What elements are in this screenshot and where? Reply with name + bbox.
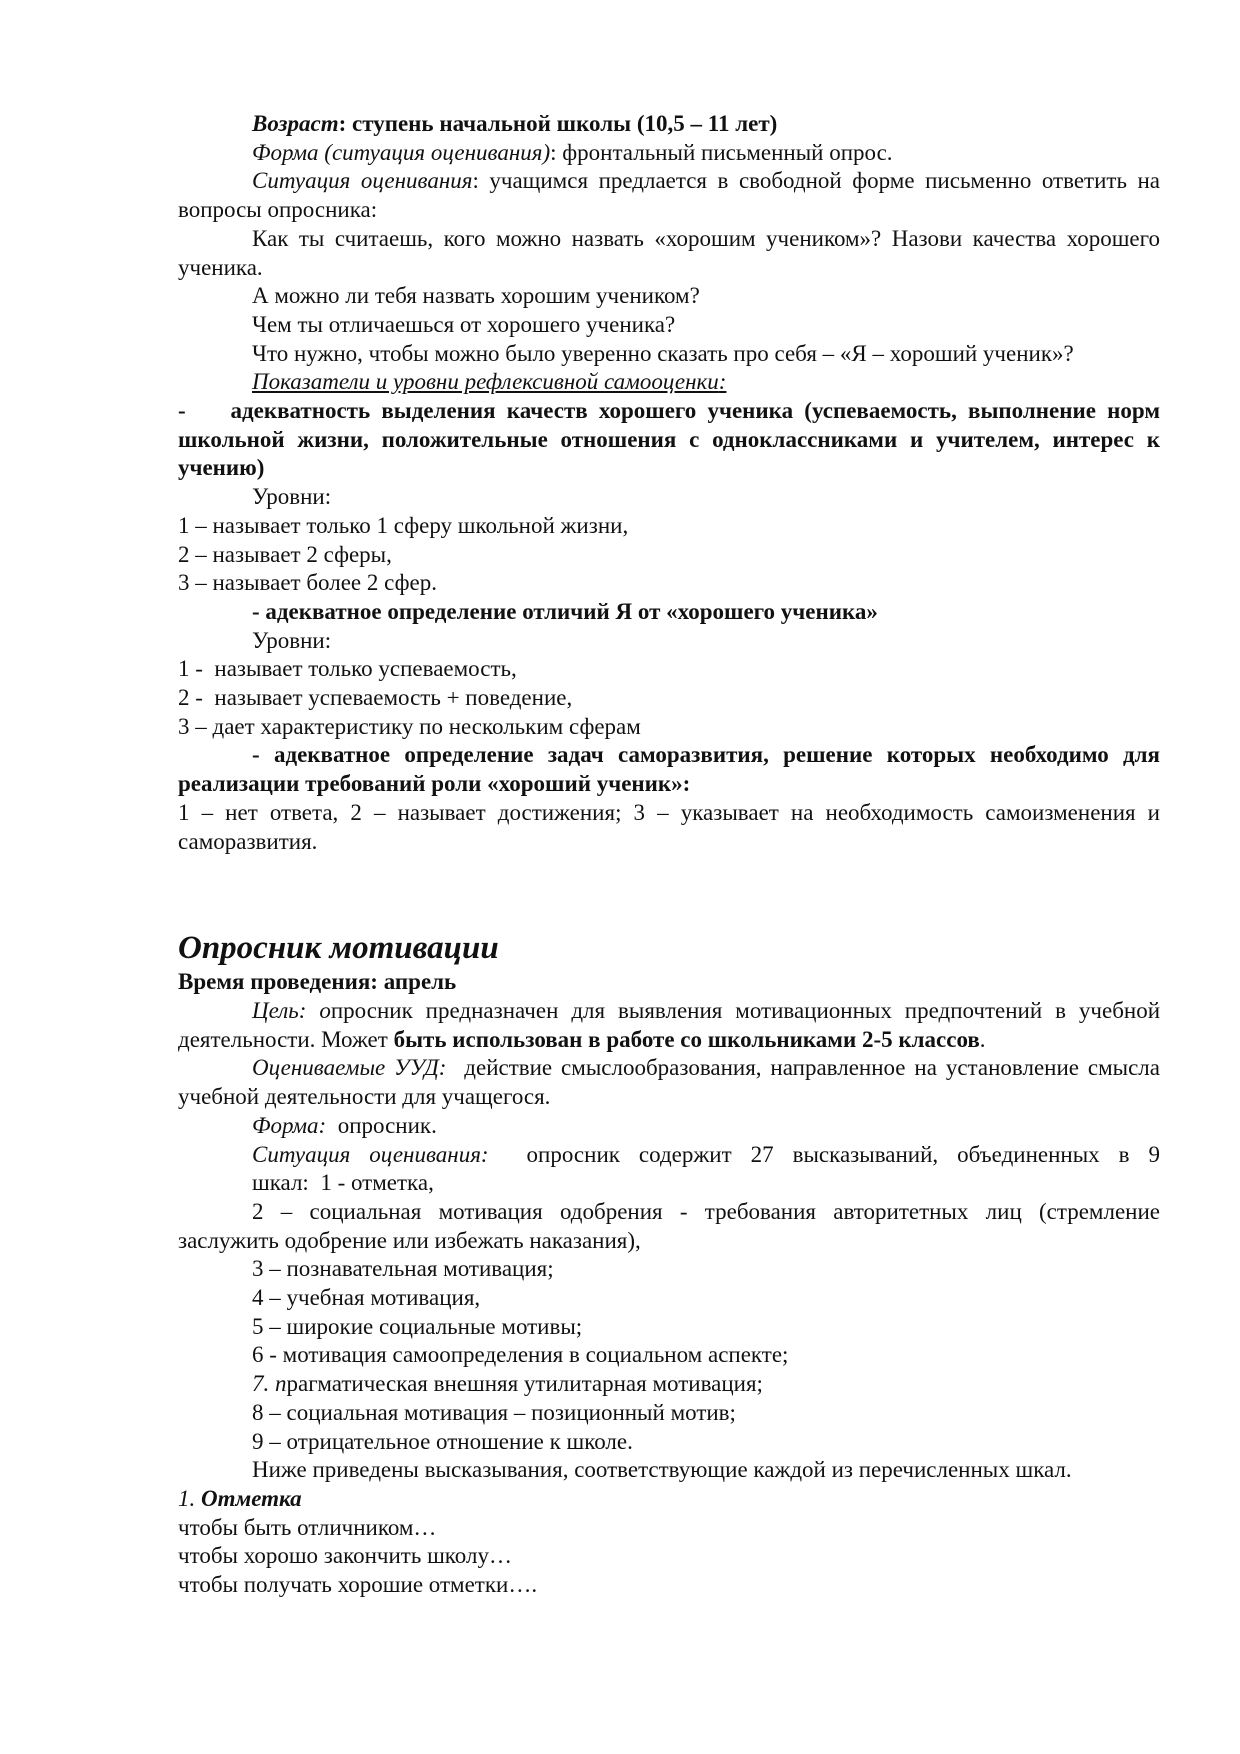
scale-8: 8 – социальная мотивация – позиционный мотив; (252, 1399, 736, 1425)
goal-end: . (979, 1026, 986, 1052)
document-page (178, 110, 1166, 1600)
scale-7-num: 7. п (252, 1371, 287, 1397)
indicators-heading-colon: : (718, 369, 727, 395)
uud-text: действие смыслообразования, направленное на установление смысла учебной деятельности для учащегося. (178, 1055, 1166, 1110)
indicator-3-title: - адекватное определение задач саморазвития, решение которых необходимо для реализации требований роли «хороший ученик»: (178, 742, 1160, 797)
age-line (178, 110, 1160, 139)
statement-1: чтобы быть отличником… (178, 1514, 437, 1540)
scale-7-text: рагматическая внешняя утилитарная мотивация; (286, 1371, 763, 1397)
form-line (178, 139, 1160, 168)
situation-value: : учащимся предлается в свободной форме письменно ответить на вопросы опросника: (178, 168, 1161, 223)
scale-2: 2 – социальная мотивация одобрения - требования авторитетных лиц (стремление заслужить одобрение или избежать наказания), (178, 1198, 1160, 1253)
question-1: Как ты считаешь, кого можно назвать «хорошим учеником»? Назови качества хорошего ученика. (178, 225, 1160, 280)
question-2: А можно ли тебя назвать хорошим учеником? (252, 283, 700, 309)
indicator-2-levels-label: Уровни: (252, 627, 332, 653)
goal-line (178, 997, 1160, 1054)
situation-text-2: опросник содержит 27 высказываний, объединенных в 9 (488, 1141, 1161, 1167)
question-3: Чем ты отличаешься от хорошего ученика? (252, 311, 676, 337)
situation-cont: шкал: 1 - отметка, (252, 1170, 434, 1196)
indicator-2-level-2: 2 - называет успеваемость + поведение, (178, 685, 573, 711)
form-value: : фронтальный письменный опрос. (550, 139, 893, 165)
goal-bold: быть использован в работе со школьниками 2-5 классов (393, 1026, 980, 1052)
scale-3: 3 – познавательная мотивация; (252, 1256, 554, 1282)
scale-6: 6 - мотивация самоопределения в социальном аспекте; (252, 1342, 789, 1368)
indicator-2-title: - адекватное определение отличий Я от «хорошего ученика» (252, 598, 878, 624)
age-label: Возраст (252, 111, 339, 136)
statement-2: чтобы хорошо закончить школу… (178, 1543, 512, 1569)
subsection-heading (178, 1485, 1160, 1514)
indicator-1-level-3: 3 – называет более 2 сфер. (178, 570, 437, 596)
indicators-heading (178, 368, 1160, 397)
time-line: Время проведения: апрель (178, 969, 457, 995)
indicator-1-title: - адекватность выделения качеств хорошего ученика (успеваемость, выполнение норм школьной жизни, положительные отношения с одноклассниками и учителем, интерес к учению) (178, 398, 1166, 481)
situation-line-2 (178, 1141, 1160, 1170)
indicator-1-level-2: 2 – называет 2 сферы, (178, 541, 392, 567)
question-4: Что нужно, чтобы можно было уверенно сказать про себя – «Я – хороший ученик»? (252, 340, 1074, 366)
scale-5: 5 – широкие социальные мотивы; (252, 1313, 583, 1339)
subsection-title: Отметка (201, 1485, 302, 1511)
indicator-2-level-3: 3 – дает характеристику по нескольким сферам (178, 713, 641, 739)
subsection-num: 1. (178, 1485, 201, 1511)
scale-9: 9 – отрицательное отношение к школе. (252, 1428, 633, 1454)
scale-4: 4 – учебная мотивация, (252, 1285, 481, 1311)
statements-intro: Ниже приведены высказывания, соответствующие каждой из перечисленных шкал. (252, 1457, 1072, 1483)
situation-label: Ситуация оценивания (252, 168, 473, 194)
indicator-3-levels: 1 – нет ответа, 2 – называет достижения; 3 – указывает на необходимость самоизменения и саморазвития. (178, 799, 1160, 854)
indicator-1-levels-label: Уровни: (252, 484, 332, 510)
scale-7 (178, 1370, 1160, 1399)
section-title: Опросник мотивации (178, 930, 499, 967)
indicator-2-level-1: 1 - называет только успеваемость, (178, 656, 517, 682)
age-value: : ступень начальной школы (10,5 – 11 лет) (338, 111, 778, 136)
goal-italic-o: о (306, 997, 331, 1023)
form-line-2 (178, 1112, 1160, 1141)
situation-line (178, 167, 1160, 224)
statement-3: чтобы получать хорошие отметки…. (178, 1572, 538, 1598)
uud-line (178, 1054, 1166, 1111)
situation-label-2: Ситуация оценивания: (252, 1141, 489, 1167)
indicators-heading-text: Показатели и уровни рефлексивной самооценки (252, 369, 719, 395)
goal-label: Цель: (252, 997, 307, 1023)
form-label-2: Форма: (252, 1112, 327, 1138)
indicator-1-level-1: 1 – называет только 1 сферу школьной жизни, (178, 512, 629, 538)
goal-text: просник предназначен для выявления мотивационных предпочтений в учебной деятельности. Может (178, 997, 1161, 1052)
form-text-2: опросник. (326, 1112, 437, 1138)
form-label: Форма (ситуация оценивания) (252, 139, 551, 165)
uud-label: Оцениваемые УУД: (252, 1055, 447, 1081)
